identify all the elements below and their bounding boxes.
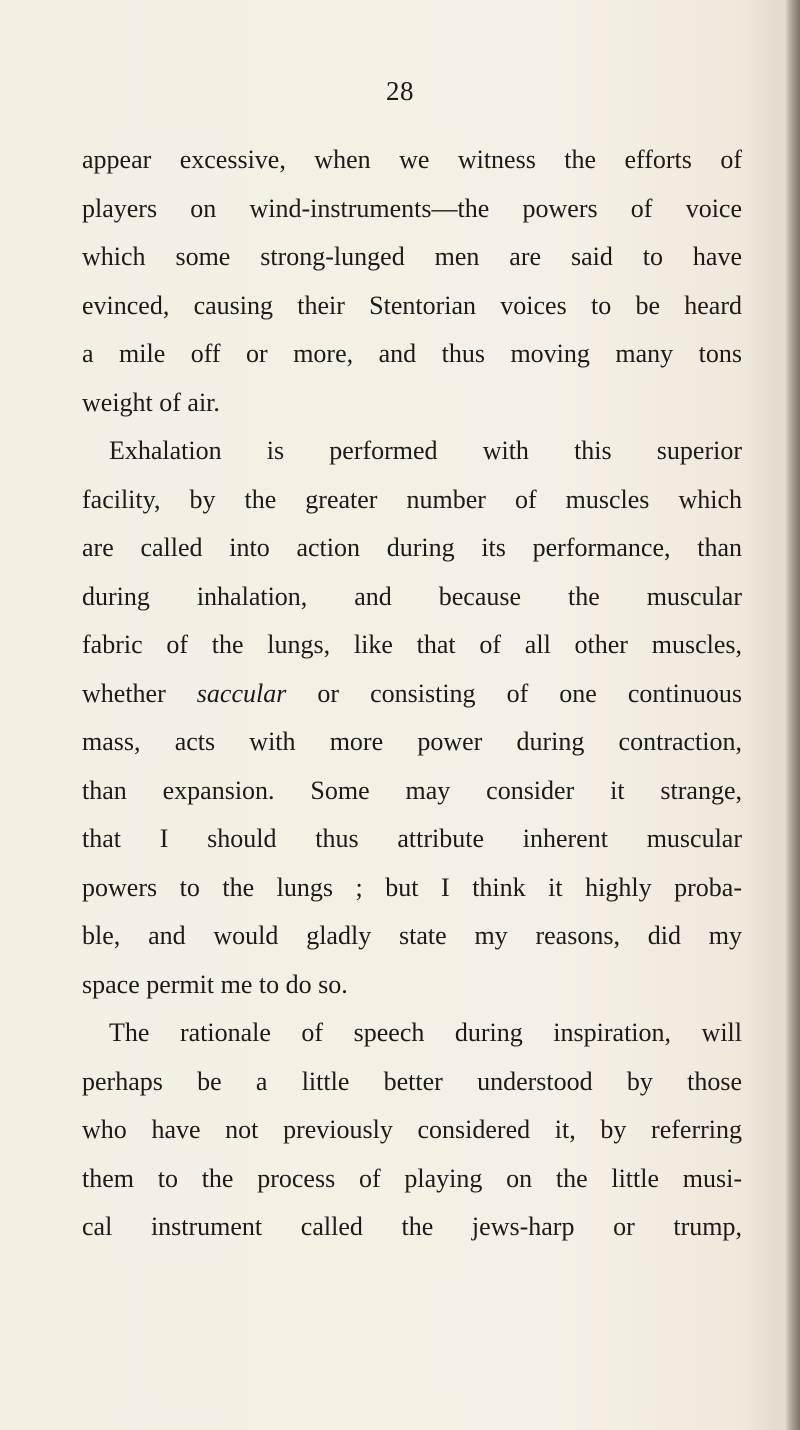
text-line: are called into action during its performance, than <box>82 533 742 562</box>
text-line: them to the process of playing on the little musi- <box>82 1163 742 1193</box>
text-line: cal instrument called the jews-harp or trump, <box>82 1212 742 1241</box>
page-number: 28 <box>386 76 414 106</box>
text-line: mass, acts with more power during contraction, <box>82 727 742 756</box>
text-line: ble, and would gladly state my reasons, did my <box>82 921 742 950</box>
text-line: which some strong-lunged men are said to have <box>82 242 742 271</box>
text-line: Exhalation is performed with this superior <box>109 436 742 465</box>
text-line <box>82 670 742 719</box>
text-line: that I should thus attribute inherent muscular <box>82 824 742 853</box>
text-line: evinced, causing their Stentorian voices to be heard <box>82 290 742 320</box>
text-line: players on wind-instruments—the powers of voice <box>82 193 742 223</box>
text-line: during inhalation, and because the muscular <box>82 581 742 611</box>
text-line: The rationale of speech during inspiration, will <box>109 1018 742 1047</box>
page-edge <box>786 0 800 1430</box>
text-line: space permit me to do so. <box>82 969 348 999</box>
text-line: powers to the lungs ; but I think it highly proba- <box>82 872 742 902</box>
italic-term: saccular <box>196 678 287 708</box>
text-line: a mile off or more, and thus moving many tons <box>82 339 742 368</box>
text-segment: or consisting of one continuous <box>286 678 742 708</box>
text-line: fabric of the lungs, like that of all other muscles, <box>82 630 742 659</box>
text-line: perhaps be a little better understood by those <box>82 1066 742 1096</box>
text-line: who have not previously considered it, by referring <box>82 1115 742 1144</box>
text-line: facility, by the greater number of muscles which <box>82 484 742 514</box>
text-line: appear excessive, when we witness the efforts of <box>82 145 742 174</box>
body-text <box>82 136 742 1252</box>
text-line: than expansion. Some may consider it strange, <box>82 775 742 805</box>
text-segment: whether <box>82 678 197 708</box>
text-line: weight of air. <box>82 387 220 417</box>
